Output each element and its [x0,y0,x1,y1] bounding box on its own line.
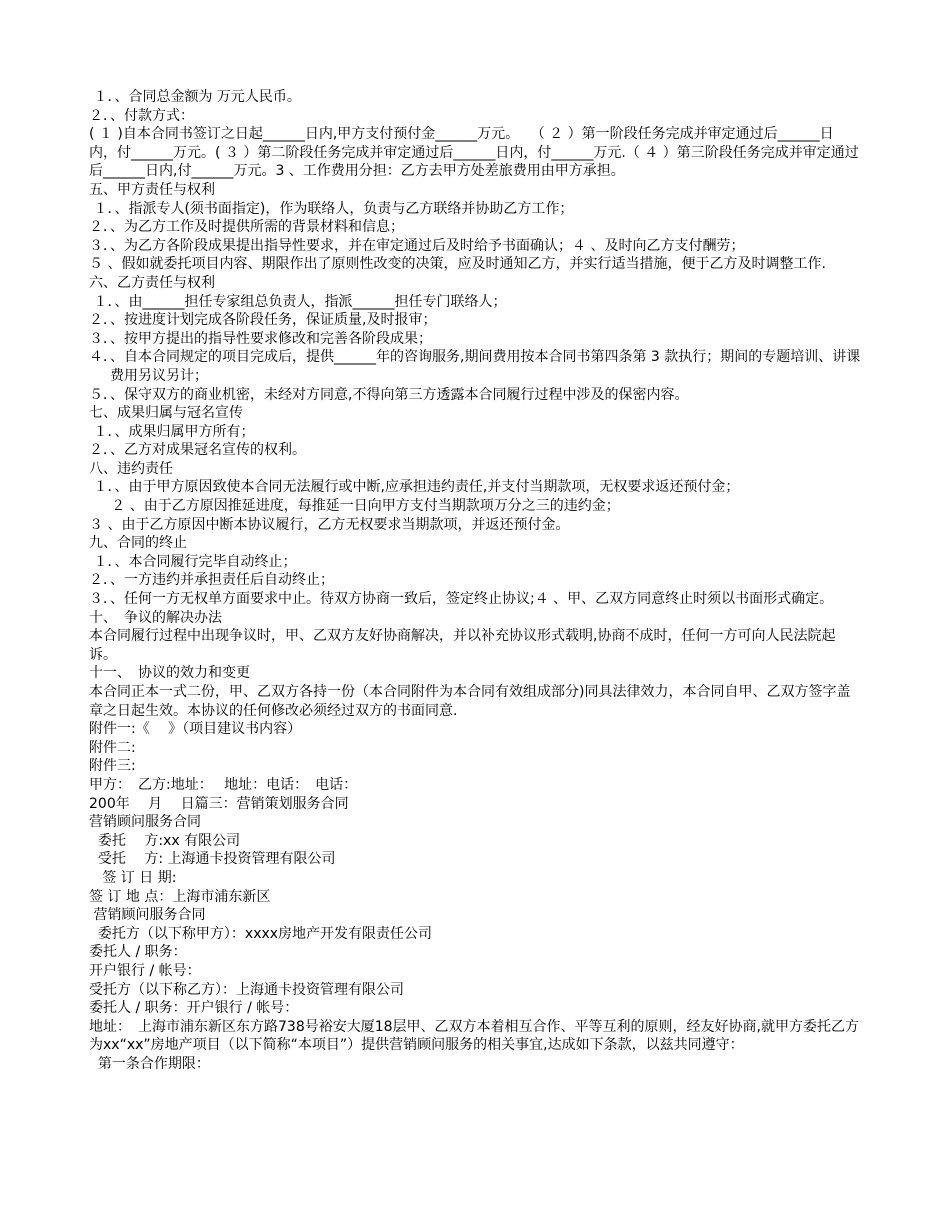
date-line: 200年 月 日篇三：营销策划服务合同 [89,795,349,812]
address-paragraph: 地址： 上海市浦东新区东方路738号裕安大厦18层甲、乙双方本着相互合作、平等互利的原则，经友好协商,就甲方委托乙方为xx“xx”房地产项目（以下简称“本项目”）提供营销顾问服务的相关事宜,达成如下条款，以兹共同遵守： [89,1018,859,1054]
termination-item-1: １．、本合同履行完毕自动终止； [89,553,297,570]
document-page [89,88,861,1073]
clause-total-amount: １．、合同总金额为 万元人民币。 [89,89,301,105]
section-heading-dispute: 十、 争议的解决办法 [89,609,222,626]
client-line: 委托 方:xx 有限公司 [89,832,241,849]
party-a-item-1: １．、指派专人(须书面指定)，作为联络人，负责与乙方联络并协助乙方工作； [89,200,574,217]
section-heading-validity: 十一、 协议的效力和变更 [89,665,250,682]
validity-paragraph: 本合同正本一式二份，甲、乙双方各持一份（本合同附件为本合同有效组成部分)同具法律效力，本合同自甲、乙双方签字盖章之日起生效。本协议的任何修改必须经过双方的书面同意. [89,684,851,719]
article-1-heading: 第一条合作期限： [89,1055,210,1072]
party-b-name: 受托方（以下称乙方）：上海通卡投资管理有限公司 [89,981,404,998]
party-b-item-2: ２．、按进度计划完成各阶段任务，保证质量,及时报审； [89,312,437,329]
sign-date-line: 签 订 日 期: [89,869,177,886]
attachment-2: 附件二: [89,739,136,756]
section-heading-termination: 九、合同的终止 [89,535,187,552]
party-a-item-3: ３．、为乙方各阶段成果提出指导性要求，并在审定通过后及时给予书面确认；４ 、及时向乙方支付酬劳； [89,237,745,254]
party-b-item-5: ５．、保守双方的商业机密，未经对方同意,不得向第三方透露本合同履行过程中涉及的保密内容。 [89,386,689,403]
signature-block: 甲方： 乙方:地址： 地址：电话： 电话： [89,776,358,793]
party-b-rep-bank: 委托人 / 职务：开户银行 / 帐号： [89,1000,299,1017]
party-a-name: 委托方（以下称甲方）：xxxx房地产开发有限责任公司 [89,925,433,942]
party-a-item-2: ２．、为乙方工作及时提供所需的背景材料和信息； [89,219,404,236]
party-a-item-5: ５ 、假如就委托项目内容、期限作出了原则性改变的决策，应及时通知乙方，并实行适当措施，便于乙方及时调整工作. [89,256,826,273]
contract-title: 营销顾问服务合同 [89,814,201,831]
contractor-line: 受托 方: 上海通卡投资管理有限公司 [89,851,336,868]
sign-place-line: 签 订 地 点：上海市浦东新区 [89,888,271,905]
payment-schedule-paragraph: ( １ )自本合同书签订之日起______日内,甲方支付预付金______万元。 （ ２ ）第一阶段任务完成并审定通过后______日内，付______万元。( ３ ）第二阶段任务完成并审定通过后______日内，付______万元.（ ４ ）第三阶段任务完成并审定通过后______日内,付______万元。3 、工作费用分担：乙方去甲方处差旅费用由甲方承担。 [89,126,859,180]
party-a-bank: 开户银行 / 帐号： [89,962,201,979]
termination-item-3: ３．、任何一方无权单方面要求中止。待双方协商一致后，签定终止协议;４ 、甲、乙双方同意终止时须以书面形式确定。 [89,591,834,608]
breach-item-3: ３ 、由于乙方原因中断本协议履行，乙方无权要求当期款项，并返还预付金。 [89,516,570,533]
section-heading-results: 七、成果归属与冠名宣传 [89,405,243,422]
attachment-3: 附件三: [89,758,136,775]
contract-subtitle: 营销顾问服务合同 [89,907,206,924]
results-item-2: ２．、乙方对成果冠名宣传的权利。 [89,442,306,459]
section-heading-breach: 八、违约责任 [89,460,173,477]
breach-item-2: ２ 、由于乙方原因推延进度，每推延一日向甲方支付当期款项万分之三的违约金； [89,498,620,515]
party-a-rep: 委托人 / 职务： [89,944,187,961]
termination-item-2: ２．、一方违约并承担责任后自动终止； [89,572,334,589]
section-heading-party-a: 五、甲方责任与权利 [89,181,215,198]
party-b-item-1: １．、由______担任专家组总负责人，指派______担任专门联络人； [89,293,507,310]
attachment-1: 附件一:《 》（项目建议书内容） [89,721,302,738]
party-b-item-3: ３．、按甲方提出的指导性要求修改和完善各阶段成果； [89,330,432,347]
breach-item-1: １．、由于甲方原因致使本合同无法履行或中断,应承担违约责任,并支付当期款项，无权要求返还预付金； [89,479,740,496]
section-heading-party-b: 六、乙方责任与权利 [89,274,215,291]
dispute-paragraph: 本合同履行过程中出现争议时，甲、乙双方友好协商解决，并以补充协议形式载明,协商不成时，任何一方可向人民法院起诉。 [89,628,836,663]
results-item-1: １．、成果归属甲方所有； [89,423,255,440]
clause-payment-method: ２．、付款方式： [89,107,194,124]
party-b-item-4: ４．、自本合同规定的项目完成后，提供______年的咨询服务,期间费用按本合同书第四条第 3 款执行；期间的专题培训、讲课费用另议另计； [89,349,861,384]
